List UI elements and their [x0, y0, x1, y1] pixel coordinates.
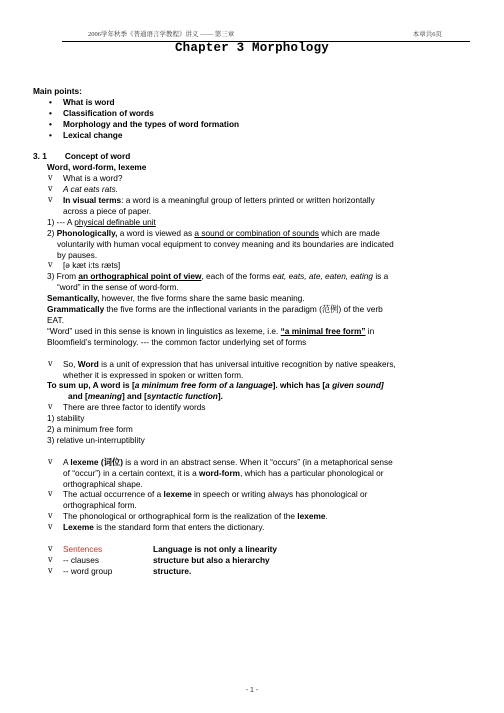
hierarchy-level-sentences: Sentences [63, 544, 103, 554]
paragraph-line: Bloomfield’s terminology. --- the common factor underlying set of forms [47, 336, 307, 347]
list-item: v Lexeme is the standard form that enters the dictionary. [48, 522, 265, 533]
main-point-item: • What is word [49, 96, 115, 107]
hierarchy-level-word-group: -- word group [63, 565, 113, 576]
numbered-point: 3) From an orthographical point of view, each of the forms eat, eats, ate, eaten, eating is a [47, 271, 389, 282]
bullet-icon: • [49, 96, 52, 107]
v-bullet-icon: v [48, 544, 53, 553]
bullet-icon: • [49, 107, 52, 118]
paragraph-line: EAT. [47, 315, 64, 326]
bullet-icon: • [49, 118, 52, 129]
main-point-item: • Morphology and the types of word formation [49, 118, 240, 129]
hierarchy-row: v Sentences Language is not only a linearity [48, 544, 278, 554]
main-points-heading: Main points: [33, 86, 82, 96]
v-bullet-icon: v [48, 173, 53, 183]
hierarchy-row: v -- word group structure. [48, 565, 192, 576]
list-item-continuation: whether it is expressed in spoken or written form. [63, 369, 244, 380]
list-item: v The phonological or orthographical form is the realization of the lexeme. [48, 511, 328, 522]
list-item-continuation: orthographical shape. [63, 478, 143, 489]
header-right-text: 本章共6页 [412, 31, 442, 38]
phonetic-transcription: v [ə kæt i:ts ræts] [48, 260, 121, 271]
hierarchy-level-clauses: -- clauses [63, 554, 99, 565]
list-item-continuation: of “occur”) in a certain context, it is a word-form, which has a particular phonological or [63, 467, 384, 478]
v-bullet-icon: v [48, 195, 53, 205]
v-bullet-icon: v [48, 554, 53, 564]
list-item: v The actual occurrence of a lexeme in speech or writing always has phonological or [48, 489, 368, 500]
chapter-title: Chapter 3 Morphology [174, 41, 330, 55]
numbered-point: 2) Phonologically, a word is viewed as a sound or combination of sounds which are made [47, 227, 380, 238]
v-bullet-icon: v [48, 489, 53, 499]
list-item-continuation: orthographical form. [63, 500, 137, 511]
summary-line: To sum up, A word is [a minimum free form of a language]. which has [a given sound] [47, 380, 384, 391]
v-bullet-icon: v [48, 456, 53, 466]
factor-item: 2) a minimum free form [47, 424, 133, 435]
v-bullet-icon: v [48, 511, 53, 521]
page-header [62, 25, 470, 41]
numbered-point-continuation: by pauses. [57, 249, 98, 260]
v-bullet-icon: v [48, 184, 53, 194]
numbered-point-continuation: “word” in the sense of word-form. [57, 282, 179, 293]
list-item: v A lexeme (词位) is a word in an abstract sense. When it “occurs” (in a metaphorical sense [48, 456, 393, 467]
page-number: - 1 - [245, 687, 259, 694]
header-left-text: 2006学年秋季《普通语言学教程》讲义 —— 第三章 [88, 31, 235, 38]
list-item: v There are three factor to identify words [48, 402, 206, 413]
numbered-point-continuation: voluntarily with human vocal equipment to convey meaning and its boundaries are indicated [57, 238, 394, 249]
main-point-item: • Classification of words [49, 107, 154, 118]
paragraph-line: Semantically, however, the five forms share the same basic meaning. [47, 293, 305, 304]
numbered-point: 1) --- A physical definable unit [47, 216, 156, 227]
section-subtitle: Word, word-form, lexeme [47, 162, 147, 173]
main-point-item: • Lexical change [49, 129, 123, 140]
v-bullet-icon: v [48, 260, 53, 270]
paragraph-line: “Word” used in this sense is known in linguistics as lexeme, i.e. “a minimal free form” in [47, 325, 375, 336]
list-item-continuation: across a piece of paper. [63, 205, 152, 216]
bullet-icon: • [49, 129, 52, 140]
v-bullet-icon: v [48, 565, 53, 575]
factor-item: 3) relative un-interruptiblity [47, 434, 145, 445]
list-item: v What is a word? [48, 173, 123, 184]
hierarchy-row: v -- clauses structure but also a hierarchy [48, 554, 270, 565]
paragraph-line: Grammatically the five forms are the inflectional variants in the paradigm (范例) of the verb [47, 304, 383, 315]
v-bullet-icon: v [48, 358, 53, 368]
section-heading: 3. 1 Concept of word [33, 151, 131, 162]
v-bullet-icon: v [48, 522, 53, 532]
list-item: v In visual terms: a word is a meaningful group of letters printed or written horizontally [48, 195, 375, 206]
document-body [33, 86, 473, 577]
v-bullet-icon: v [48, 402, 53, 412]
summary-line: and [meaning] and [syntactic function]. [68, 391, 223, 402]
list-item: v So, Word is a unit of expression that has universal intuitive recognition by native speakers, [48, 358, 396, 369]
factor-item: 1) stability [47, 413, 85, 424]
list-item: v A cat eats rats. [48, 184, 119, 195]
